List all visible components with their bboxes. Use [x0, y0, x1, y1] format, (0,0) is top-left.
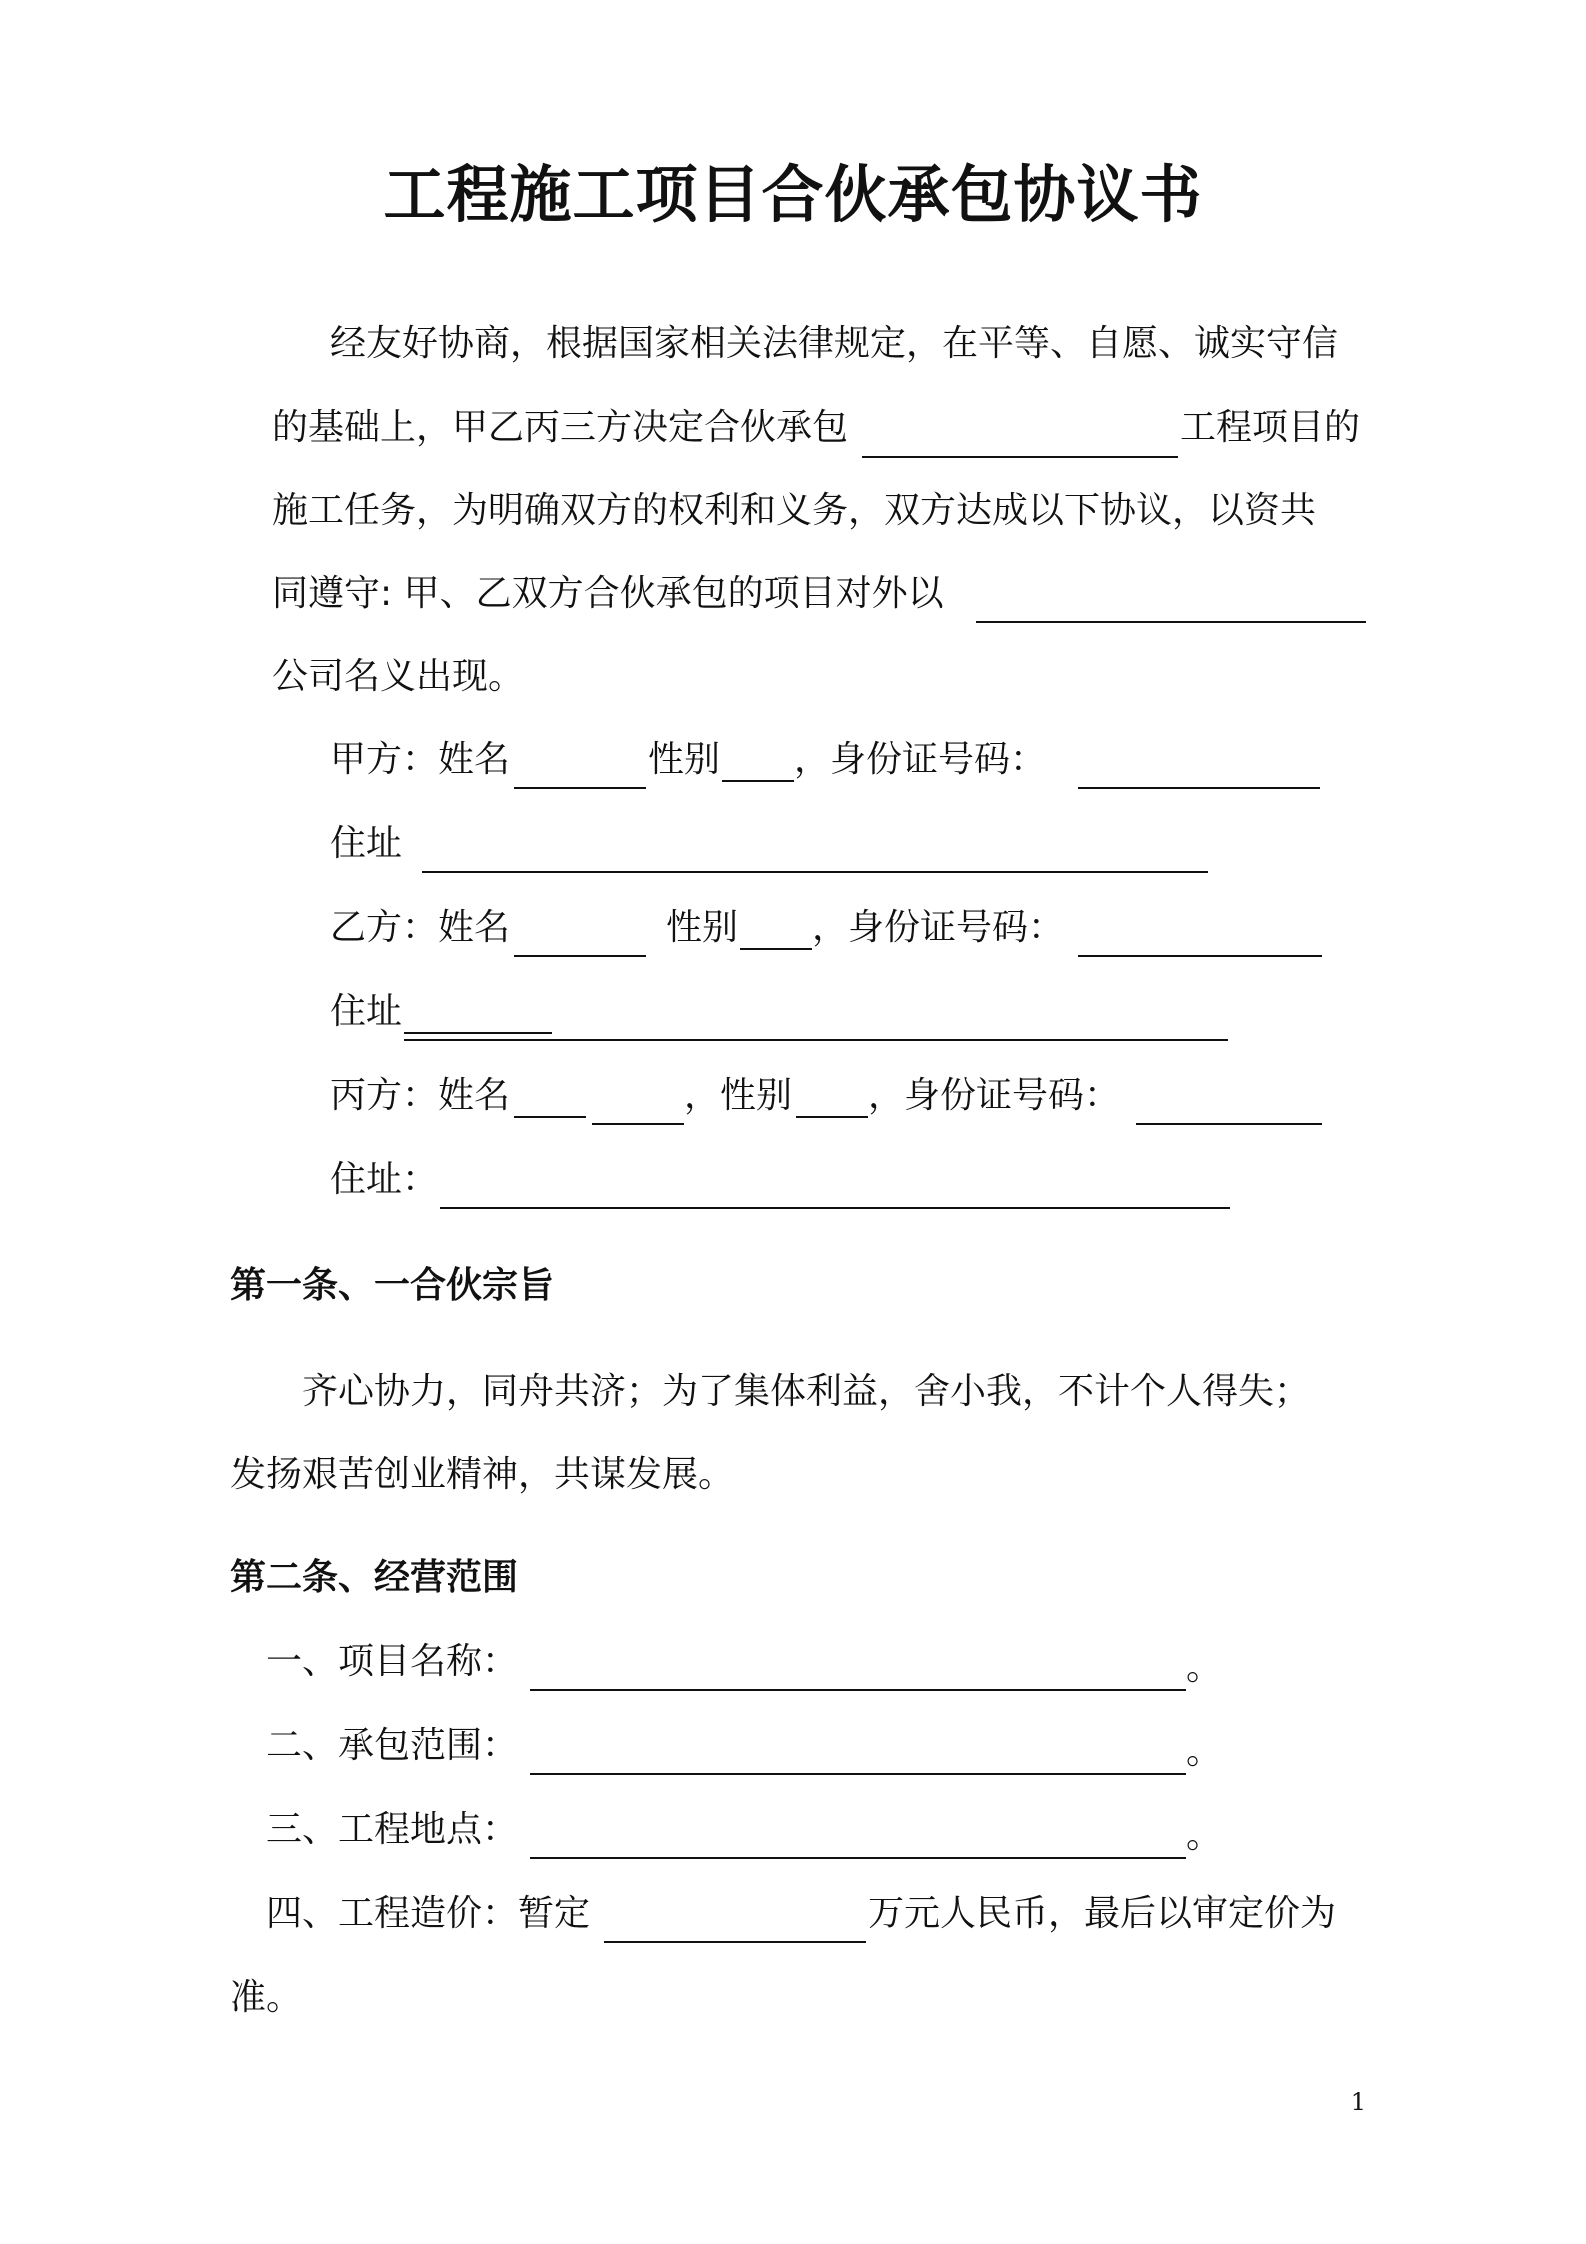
blank-party-c-name-2	[592, 1123, 684, 1125]
blank-party-c-id	[1136, 1123, 1322, 1125]
party-c-id-label: ，身份证号码：	[868, 1075, 1121, 1116]
intro-line-4: 同遵守: 甲、乙双方合伙承包的项目对外以	[272, 573, 944, 614]
party-c-gender-label: ，性别	[684, 1075, 793, 1116]
item-cost-end: 准。	[230, 1977, 303, 2018]
item-2-period: 。	[1186, 1731, 1223, 1772]
intro-line-3: 施工任务，为明确双方的权利和义务，双方达成以下协议，以资共	[272, 490, 1317, 531]
item-cost-suffix: 万元人民币，最后以审定价为	[868, 1893, 1337, 1934]
blank-item-scope	[530, 1773, 1186, 1775]
article-1-line-1: 齐心协力，同舟共济；为了集体利益，舍小我，不计个人得失；	[302, 1371, 1311, 1412]
article-1-line-2: 发扬艰苦创业精神，共谋发展。	[230, 1454, 735, 1495]
blank-project-name	[862, 456, 1178, 458]
document-title: 工程施工项目合伙承包协议书	[383, 158, 1203, 231]
blank-party-c-gender	[796, 1116, 868, 1118]
blank-party-a-name	[514, 787, 646, 789]
intro-line-5: 公司名义出现。	[272, 656, 525, 697]
party-a-name-label: 甲方：姓名	[330, 739, 511, 780]
party-b-name-label: 乙方：姓名	[330, 907, 511, 948]
blank-party-b-name	[514, 955, 646, 957]
item-1-period: 。	[1186, 1647, 1223, 1688]
blank-item-location	[530, 1857, 1186, 1859]
item-project-name-label: 一、项目名称：	[266, 1641, 519, 1682]
party-a-gender-label: 性别	[648, 739, 721, 780]
article-1-heading: 第一条、一合伙宗旨	[230, 1265, 555, 1306]
item-location-label: 三、工程地点：	[266, 1809, 519, 1850]
party-b-address-label: 住址	[330, 991, 403, 1032]
party-c-name-label: 丙方：姓名	[330, 1075, 511, 1116]
page-number: 1	[1350, 2088, 1366, 2116]
blank-company-name	[976, 621, 1366, 623]
blank-party-b-id	[1078, 955, 1322, 957]
blank-party-a-address	[422, 871, 1208, 873]
blank-party-b-address-short	[404, 1032, 552, 1034]
item-scope-label: 二、承包范围：	[266, 1725, 519, 1766]
item-3-period: 。	[1186, 1815, 1223, 1856]
intro-line-2a: 的基础上，甲乙丙三方决定合伙承包	[272, 407, 849, 448]
intro-line-1: 经友好协商，根据国家相关法律规定，在平等、自愿、诚实守信	[330, 323, 1339, 364]
blank-party-c-name-1	[514, 1116, 586, 1118]
party-c-address-label: 住址：	[330, 1159, 439, 1200]
blank-item-cost	[604, 1941, 866, 1943]
party-a-address-label: 住址	[330, 823, 403, 864]
article-2-heading: 第二条、经营范围	[230, 1557, 519, 1598]
blank-party-b-gender	[740, 948, 812, 950]
item-cost-label: 四、工程造价：暂定	[266, 1893, 591, 1934]
blank-party-c-address	[440, 1207, 1230, 1209]
intro-line-2b: 工程项目的	[1180, 407, 1361, 448]
party-b-gender-label: 性别	[666, 907, 739, 948]
blank-party-a-gender	[722, 780, 794, 782]
blank-item-project-name	[530, 1689, 1186, 1691]
blank-party-a-id	[1078, 787, 1320, 789]
party-b-id-label: ，身份证号码：	[812, 907, 1065, 948]
blank-party-b-address	[404, 1039, 1228, 1041]
party-a-id-label: ，身份证号码：	[794, 739, 1047, 780]
